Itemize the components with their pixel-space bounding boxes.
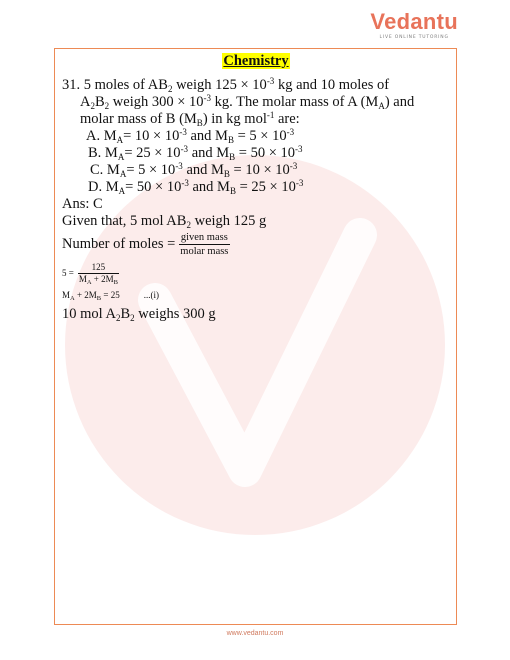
q-text: weigh 300 × 10 [109, 94, 204, 110]
opt-sub: B [227, 135, 234, 145]
question-line-3 [62, 111, 450, 128]
given-text: Given that, 5 mol AB [62, 213, 187, 229]
opt-text: = 50 × 10 [125, 179, 182, 195]
opt-text: B. M [88, 145, 118, 161]
q-text: A [80, 94, 91, 110]
eq-text: M [78, 274, 87, 284]
opt-sub: A [116, 135, 124, 145]
eq1-numerator: 125 [78, 262, 120, 274]
eq1-left: 5 = [62, 268, 74, 278]
q-text: 5 moles of AB [83, 77, 168, 93]
opt-sub: B [223, 169, 230, 179]
equation-2 [62, 287, 450, 304]
last-text: weighs 300 g [134, 306, 216, 322]
eq-text: M [62, 290, 71, 300]
eq1-denominator [77, 274, 120, 285]
q-sup: -3 [266, 76, 275, 86]
option-c [62, 162, 450, 179]
opt-text: and M [188, 179, 230, 195]
eq-text: + 2M [91, 274, 114, 284]
q-sub: B [196, 118, 203, 128]
eq-text: + 2M [74, 290, 97, 300]
opt-sup: -3 [175, 161, 183, 171]
q-sub: 2 [167, 84, 173, 94]
opt-text: = 10 × 10 [229, 162, 290, 178]
opt-text: and M [182, 162, 224, 178]
opt-text: A. M [86, 128, 117, 144]
opt-text: = 25 × 10 [235, 179, 296, 195]
q-text: ) in kg mol [202, 111, 267, 127]
fraction-denominator: molar mass [180, 246, 229, 257]
opt-text: C. M [90, 162, 120, 178]
q-text: molar mass of B (M [80, 111, 197, 127]
q-text: ) and [384, 94, 415, 110]
eq-sub: B [113, 279, 118, 286]
eq-sub: A [86, 279, 92, 286]
opt-sup: -3 [179, 127, 187, 137]
page-title [62, 53, 450, 70]
opt-sup: -3 [180, 144, 189, 154]
opt-sub: A [117, 152, 125, 162]
opt-text: = 25 × 10 [124, 145, 181, 161]
opt-text: = 5 × 10 [233, 128, 287, 144]
q-text: are: [274, 111, 300, 127]
logo-tagline: LIVE ONLINE TUTORING [379, 35, 449, 40]
opt-sup: -3 [181, 178, 189, 188]
moles-fraction [178, 231, 230, 258]
opt-text: = 10 × 10 [123, 128, 180, 144]
question-line-1 [62, 77, 450, 94]
opt-sup: -3 [289, 161, 298, 171]
equation-1 [62, 262, 450, 285]
given-line [62, 213, 450, 230]
opt-text: and M [188, 145, 230, 161]
given-sub: 2 [186, 220, 191, 230]
opt-text: = 50 × 10 [235, 145, 296, 161]
subject-heading: Chemistry [223, 53, 289, 69]
q-text: weigh 125 × 10 [172, 77, 267, 93]
opt-sub: A [119, 169, 127, 179]
eq-sub: B [96, 295, 102, 302]
option-b [62, 145, 450, 162]
q-text: kg. The molar mass of A (M [211, 94, 379, 110]
q-sup: -3 [203, 93, 212, 103]
q-text: B [94, 94, 105, 110]
opt-text: = 5 × 10 [126, 162, 176, 178]
last-sub: 2 [130, 313, 135, 323]
opt-text: and M [186, 128, 228, 144]
fraction-numerator: given mass [180, 232, 228, 243]
opt-sup: -3 [295, 144, 303, 154]
footer-url[interactable]: www.vedantu.com [226, 630, 284, 637]
page-content [62, 53, 450, 323]
eq2-tag: ...(i) [143, 290, 159, 300]
question-number: 31. [62, 77, 81, 93]
last-text: 10 mol A [62, 306, 116, 322]
option-d [62, 179, 450, 196]
answer-line: Ans: C [62, 196, 103, 212]
opt-sub: B [229, 186, 236, 196]
q-sub: 2 [90, 101, 95, 111]
opt-sup: -3 [286, 127, 295, 137]
question-block [62, 77, 450, 128]
last-line [62, 306, 450, 323]
eq2-expression [62, 287, 120, 304]
given-text: weigh 125 g [190, 213, 267, 229]
option-a [62, 128, 450, 145]
eq-text: = 25 [101, 290, 120, 300]
eq-sub: A [70, 295, 75, 302]
moles-formula [62, 231, 450, 258]
q-sup: -1 [266, 110, 275, 120]
logo-wordmark: Vedantu [370, 9, 458, 34]
moles-label: Number of moles = [62, 236, 176, 252]
opt-text: D. M [88, 179, 119, 195]
q-sub: A [378, 101, 385, 111]
question-line-2 [62, 94, 450, 111]
opt-sub: B [229, 152, 236, 162]
q-text: kg and 10 moles of [274, 77, 390, 93]
opt-sup: -3 [295, 178, 304, 188]
vedantu-logo [370, 10, 458, 40]
last-text: B [120, 306, 131, 322]
eq1-fraction [77, 262, 120, 285]
opt-sub: A [118, 186, 126, 196]
q-sub: 2 [104, 101, 110, 111]
last-sub: 2 [115, 313, 121, 323]
